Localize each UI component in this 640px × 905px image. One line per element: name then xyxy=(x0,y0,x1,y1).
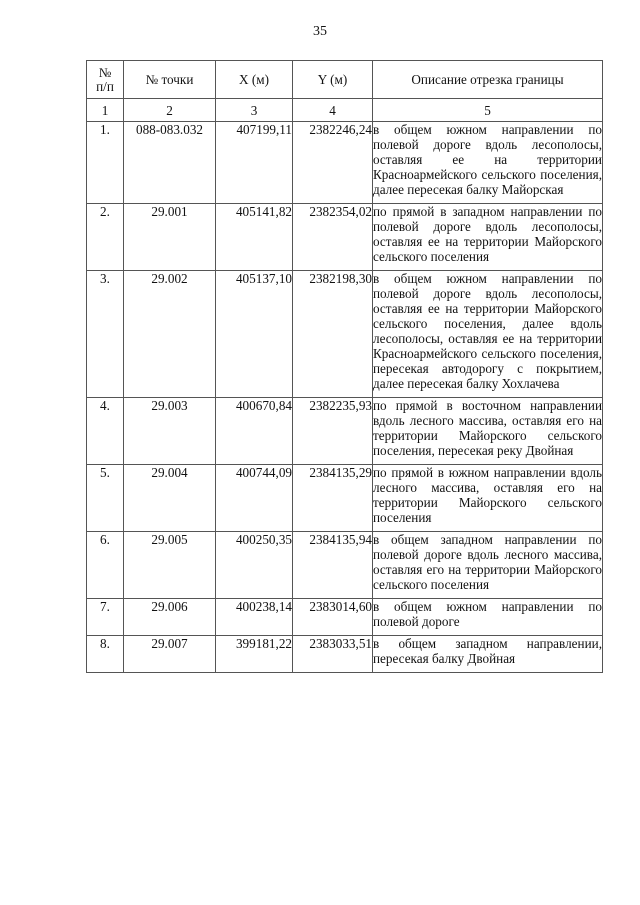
row-description: по прямой в южном направлении вдоль лесного массива, оставляя его на территории Майорского сельского поселения xyxy=(373,465,603,532)
column-index: 2 xyxy=(124,99,216,122)
row-x-coordinate: 405141,82 xyxy=(216,204,293,271)
row-point-id: 29.005 xyxy=(124,532,216,599)
row-y-coordinate: 2384135,94 xyxy=(293,532,373,599)
row-description: в общем южном направлении по полевой дороге вдоль лесополосы, оставляя ее на территории Красноармейского сельского поселения, далее пересекая балку Майорская xyxy=(373,122,603,204)
row-number: 1. xyxy=(87,122,124,204)
row-point-id: 29.003 xyxy=(124,398,216,465)
row-description: в общем западном направлении, пересекая балку Двойная xyxy=(373,636,603,673)
row-x-coordinate: 405137,10 xyxy=(216,271,293,398)
table-row xyxy=(87,398,603,465)
table-row xyxy=(87,532,603,599)
row-y-coordinate: 2383033,51 xyxy=(293,636,373,673)
table-row xyxy=(87,599,603,636)
page-number: 35 xyxy=(313,24,327,39)
row-number: 3. xyxy=(87,271,124,398)
column-index-row xyxy=(87,99,603,122)
table-row xyxy=(87,122,603,204)
row-number: 5. xyxy=(87,465,124,532)
header-number-line2: п/п xyxy=(96,78,114,94)
column-index: 5 xyxy=(373,99,603,122)
row-y-coordinate: 2382198,30 xyxy=(293,271,373,398)
header-x: X (м) xyxy=(216,61,293,99)
header-number-line1: № xyxy=(98,64,112,80)
row-point-id: 29.001 xyxy=(124,204,216,271)
row-description: в общем южном направлении по полевой дороге xyxy=(373,599,603,636)
column-index: 4 xyxy=(293,99,373,122)
row-point-id: 29.004 xyxy=(124,465,216,532)
row-y-coordinate: 2382354,02 xyxy=(293,204,373,271)
row-y-coordinate: 2382246,24 xyxy=(293,122,373,204)
table-row xyxy=(87,465,603,532)
row-number: 7. xyxy=(87,599,124,636)
row-description: по прямой в западном направлении по полевой дороге вдоль лесополосы, оставляя ее на территории Майорского сельского поселения xyxy=(373,204,603,271)
row-point-id: 29.007 xyxy=(124,636,216,673)
table-body xyxy=(87,99,603,673)
row-number: 4. xyxy=(87,398,124,465)
row-x-coordinate: 399181,22 xyxy=(216,636,293,673)
row-y-coordinate: 2383014,60 xyxy=(293,599,373,636)
table-row xyxy=(87,636,603,673)
row-number: 6. xyxy=(87,532,124,599)
column-index: 3 xyxy=(216,99,293,122)
column-index: 1 xyxy=(87,99,124,122)
row-x-coordinate: 400744,09 xyxy=(216,465,293,532)
header-y: Y (м) xyxy=(293,61,373,99)
row-x-coordinate: 407199,11 xyxy=(216,122,293,204)
table-row xyxy=(87,204,603,271)
row-point-id: 088-083.032 xyxy=(124,122,216,204)
table-row xyxy=(87,271,603,398)
row-number: 2. xyxy=(87,204,124,271)
row-x-coordinate: 400670,84 xyxy=(216,398,293,465)
row-description: по прямой в восточном направлении вдоль лесного массива, оставляя его на территории Майорского сельского поселения, пересекая реку Двойная xyxy=(373,398,603,465)
row-point-id: 29.006 xyxy=(124,599,216,636)
row-number: 8. xyxy=(87,636,124,673)
row-y-coordinate: 2384135,29 xyxy=(293,465,373,532)
row-description: в общем западном направлении по полевой дороге вдоль лесного массива, оставляя его на территории Майорского сельского поселения xyxy=(373,532,603,599)
header-number xyxy=(87,61,124,99)
row-description: в общем южном направлении по полевой дороге вдоль лесополосы, оставляя ее на территории Майорского сельского поселения, далее вдоль лесополосы, оставляя ее на территории Красноармейского сельского поселения, пересекая автодорогу с покрытием, далее пересекая балку Хохлачева xyxy=(373,271,603,398)
boundary-table xyxy=(86,60,603,673)
header-point: № точки xyxy=(124,61,216,99)
row-x-coordinate: 400238,14 xyxy=(216,599,293,636)
row-x-coordinate: 400250,35 xyxy=(216,532,293,599)
row-y-coordinate: 2382235,93 xyxy=(293,398,373,465)
table-header-row xyxy=(87,61,603,99)
row-point-id: 29.002 xyxy=(124,271,216,398)
header-description: Описание отрезка границы xyxy=(373,61,603,99)
